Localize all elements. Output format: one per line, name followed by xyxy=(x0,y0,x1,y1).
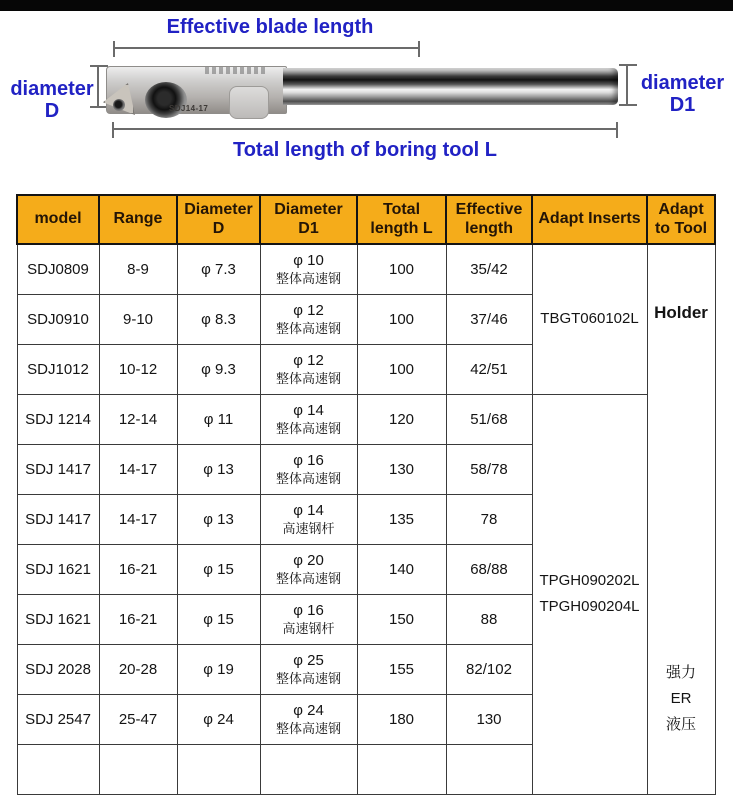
total-length-cell: 100 xyxy=(357,294,446,344)
model-cell: SDJ 2028 xyxy=(17,644,99,694)
model-cell: SDJ 1417 xyxy=(17,494,99,544)
diameter-d-cell: φ 15 xyxy=(177,594,260,644)
range-cell: 12-14 xyxy=(99,394,177,444)
diameter-d1-cell xyxy=(260,494,357,544)
total-length-cell: 180 xyxy=(357,694,446,744)
d1-value: φ 10 xyxy=(293,252,324,270)
model-cell: SDJ 1417 xyxy=(17,444,99,494)
col-header-effective-length: Effective length xyxy=(446,195,532,244)
effective-length-cell: 51/68 xyxy=(446,394,532,444)
total-length-cell: 155 xyxy=(357,644,446,694)
effective-length-cell: 78 xyxy=(446,494,532,544)
effective-length-cell: 68/88 xyxy=(446,544,532,594)
model-cell xyxy=(17,744,99,794)
tool-head xyxy=(106,66,287,114)
d1-material: 整体高速钢 xyxy=(275,421,341,436)
insert-code-2: TPGH090204L xyxy=(539,598,640,615)
diameter-d1-cell xyxy=(260,694,357,744)
total-length-cell: 120 xyxy=(357,394,446,444)
col-header-range: Range xyxy=(99,195,177,244)
d1-value: φ 16 xyxy=(293,452,324,469)
diameter-d-cell: φ 7.3 xyxy=(177,244,260,294)
d1-value: φ 20 xyxy=(293,552,324,569)
total-length-cell: 130 xyxy=(357,444,446,494)
total-length-cell xyxy=(357,744,446,794)
diameter-d-dimension-line xyxy=(97,65,99,108)
col-header-adapt-to-tool-holder: Adapt to Tool xyxy=(647,195,715,244)
col-header-diameter-d1: Diameter D1 xyxy=(260,195,357,244)
diameter-d-cell: φ 9.3 xyxy=(177,344,260,394)
diameter-d1-dimension-line xyxy=(626,64,628,106)
tool-holder-types xyxy=(648,660,715,738)
diameter-d-cell: φ 24 xyxy=(177,694,260,744)
effective-length-cell: 58/78 xyxy=(446,444,532,494)
diameter-d1-label xyxy=(634,72,731,116)
d1-material: 整体高速钢 xyxy=(275,721,341,736)
diameter-d-cell: φ 13 xyxy=(177,444,260,494)
total-length-cell: 135 xyxy=(357,494,446,544)
d1-value: φ 14 xyxy=(293,502,324,519)
model-cell: SDJ0910 xyxy=(17,294,99,344)
holder-type-2: ER xyxy=(670,689,692,707)
adapt-inserts-cell-group1: TBGT060102L xyxy=(532,244,647,394)
total-length-cell: 150 xyxy=(357,594,446,644)
diameter-d1-word: diameter xyxy=(640,72,725,94)
d1-value: φ 25 xyxy=(293,652,324,669)
model-cell: SDJ0809 xyxy=(17,244,99,294)
table-row xyxy=(17,244,715,294)
d1-value: φ 14 xyxy=(293,402,324,419)
effective-length-cell: 35/42 xyxy=(446,244,532,294)
d1-value: φ 12 xyxy=(293,302,324,319)
effective-blade-length-dimension-line xyxy=(113,47,420,49)
adapt-to-tool-holder-cell xyxy=(647,244,715,794)
range-cell xyxy=(99,744,177,794)
effective-length-cell: 130 xyxy=(446,694,532,744)
range-cell: 9-10 xyxy=(99,294,177,344)
diameter-d-cell xyxy=(177,744,260,794)
model-cell: SDJ 1621 xyxy=(17,594,99,644)
diameter-d1-cell xyxy=(260,744,357,794)
header-row xyxy=(17,195,715,244)
diameter-d-word: diameter xyxy=(10,78,94,100)
model-cell: SDJ 2547 xyxy=(17,694,99,744)
diameter-d-cell: φ 13 xyxy=(177,494,260,544)
d1-material: 整体高速钢 xyxy=(275,271,341,287)
d1-value: φ 24 xyxy=(293,702,324,719)
diameter-d1-cell xyxy=(260,444,357,494)
diameter-d1-cell xyxy=(260,544,357,594)
total-length-label: Total length of boring tool L xyxy=(232,139,497,161)
insert-code-1: TPGH090202L xyxy=(539,572,640,589)
effective-length-cell: 42/51 xyxy=(446,344,532,394)
holder-type-3: 液压 xyxy=(665,715,696,733)
diameter-d1-cell xyxy=(260,344,357,394)
effective-length-cell: 82/102 xyxy=(446,644,532,694)
diameter-d-cell: φ 19 xyxy=(177,644,260,694)
d1-material: 整体高速钢 xyxy=(275,321,341,336)
d1-material: 整体高速钢 xyxy=(275,671,341,686)
diameter-d-cell: φ 15 xyxy=(177,544,260,594)
tool-shank xyxy=(283,68,618,105)
col-header-adapt-inserts: Adapt Inserts xyxy=(532,195,647,244)
model-cell: SDJ1012 xyxy=(17,344,99,394)
diameter-d-cell: φ 8.3 xyxy=(177,294,260,344)
top-bar xyxy=(0,0,733,11)
holder-type-1: 强力 xyxy=(665,663,696,681)
total-length-dimension-line xyxy=(112,128,618,130)
diameter-d1-cell xyxy=(260,394,357,444)
col-header-model: model xyxy=(17,195,99,244)
col-header-total-length: Total length L xyxy=(357,195,446,244)
diameter-d-symbol: D xyxy=(44,100,60,122)
range-cell: 14-17 xyxy=(99,494,177,544)
range-cell: 16-21 xyxy=(99,544,177,594)
tool-diagram xyxy=(0,11,733,194)
total-length-cell: 100 xyxy=(357,344,446,394)
effective-blade-length-label: Effective blade length xyxy=(166,16,374,38)
clamp-block xyxy=(229,86,269,119)
diameter-d1-cell xyxy=(260,294,357,344)
range-cell: 14-17 xyxy=(99,444,177,494)
effective-length-cell xyxy=(446,744,532,794)
model-cell: SDJ 1214 xyxy=(17,394,99,444)
range-cell: 8-9 xyxy=(99,244,177,294)
diameter-d1-cell xyxy=(260,594,357,644)
range-cell: 20-28 xyxy=(99,644,177,694)
d1-value: φ 16 xyxy=(293,602,324,619)
d1-material: 整体高速钢 xyxy=(275,571,341,586)
d1-material: 高速钢杆 xyxy=(282,521,335,536)
diameter-d1-cell xyxy=(260,244,357,294)
d1-material: 整体高速钢 xyxy=(275,371,341,386)
effective-length-cell: 88 xyxy=(446,594,532,644)
d1-material: 整体高速钢 xyxy=(275,471,341,486)
range-cell: 16-21 xyxy=(99,594,177,644)
diameter-d-cell: φ 11 xyxy=(177,394,260,444)
spec-table xyxy=(16,194,716,795)
d1-value: φ 12 xyxy=(293,352,324,369)
total-length-cell: 100 xyxy=(357,244,446,294)
adapt-inserts-cell-group2 xyxy=(532,394,647,794)
col-header-diameter-d: Diameter D xyxy=(177,195,260,244)
table-row xyxy=(17,394,715,444)
insert-screw-icon xyxy=(113,99,125,111)
diameter-d-label xyxy=(4,78,100,122)
holder-overflow-text: Holder xyxy=(654,302,708,322)
model-cell: SDJ 1621 xyxy=(17,544,99,594)
effective-length-cell: 37/46 xyxy=(446,294,532,344)
range-cell: 10-12 xyxy=(99,344,177,394)
d1-material: 高速钢杆 xyxy=(282,621,335,636)
tool-model-marking: SDJ14-17 xyxy=(169,104,209,113)
diameter-d1-cell xyxy=(260,644,357,694)
diameter-d1-symbol: D1 xyxy=(669,94,696,116)
range-cell: 25-47 xyxy=(99,694,177,744)
head-engraving xyxy=(205,67,267,74)
total-length-cell: 140 xyxy=(357,544,446,594)
